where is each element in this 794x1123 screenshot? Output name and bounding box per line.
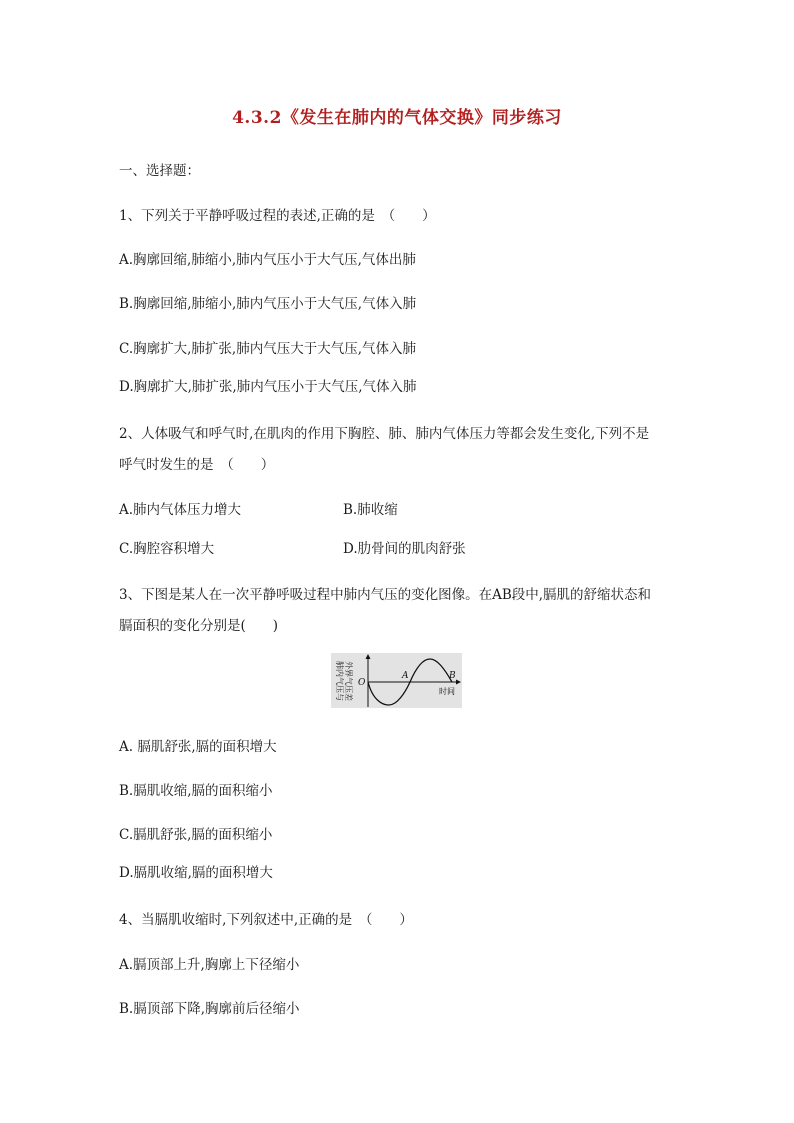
question-1-option-c: C.胸廓扩大,肺扩张,肺内气压大于大气压,气体入肺 [119, 341, 417, 357]
origin-label: O [358, 678, 366, 688]
point-a-label: A [402, 671, 409, 681]
question-2-option-d: D.肋骨间的肌肉舒张 [343, 541, 466, 557]
pressure-graph-figure [331, 653, 462, 708]
question-3-option-d: D.膈肌收缩,膈的面积增大 [119, 865, 273, 881]
question-2-option-c: C.胸腔容积增大 [119, 541, 215, 557]
pressure-graph [331, 653, 462, 708]
question-3-option-b: B.膈肌收缩,膈的面积缩小 [119, 783, 273, 799]
question-2-option-a: A.肺内气体压力增大 [119, 502, 242, 518]
question-4-stem: 4、当膈肌收缩时,下列叙述中,正确的是 （ ） [119, 912, 413, 928]
question-1-option-b: B.胸廓回缩,肺缩小,肺内气压小于大气压,气体入肺 [119, 296, 417, 312]
question-1-stem: 1、下列关于平静呼吸过程的表述,正确的是 （ ） [119, 208, 436, 224]
x-axis-arrow [456, 680, 461, 685]
question-2-stem-line1: 2、人体吸气和呼气时,在肌肉的作用下胸腔、肺、肺内气体压力等都会发生变化,下列不是 [119, 426, 650, 442]
section-heading: 一、选择题： [119, 163, 200, 179]
x-axis-label: 时间 [439, 687, 455, 696]
y-axis-label-line1: 肺内气压与 [335, 661, 344, 701]
question-3-stem-line2: 膈面积的变化分别是( ) [119, 618, 279, 634]
question-4-option-a: A.膈顶部上升,胸廓上下径缩小 [119, 957, 300, 973]
y-axis-label-line2: 外界气压差 [344, 661, 353, 701]
question-3-option-a: A. 膈肌舒张,膈的面积增大 [119, 739, 277, 755]
question-3-option-c: C.膈肌舒张,膈的面积缩小 [119, 827, 273, 843]
question-2-option-b: B.肺收缩 [343, 502, 398, 518]
y-axis-arrow [366, 654, 371, 659]
point-b-label: B [449, 671, 456, 681]
question-1-option-a: A.胸廓回缩,肺缩小,肺内气压小于大气压,气体出肺 [119, 252, 416, 268]
question-1-option-d: D.胸廓扩大,肺扩张,肺内气压小于大气压,气体入肺 [119, 379, 417, 395]
page-title: 4.3.2《发生在肺内的气体交换》同步练习 [232, 108, 562, 128]
question-3-stem-line1: 3、下图是某人在一次平静呼吸过程中肺内气压的变化图像。在AB段中,膈肌的舒缩状态和 [119, 587, 652, 603]
question-4-option-b: B.膈顶部下降,胸廓前后径缩小 [119, 1001, 300, 1017]
question-2-stem-line2: 呼气时发生的是 （ ） [119, 457, 275, 473]
